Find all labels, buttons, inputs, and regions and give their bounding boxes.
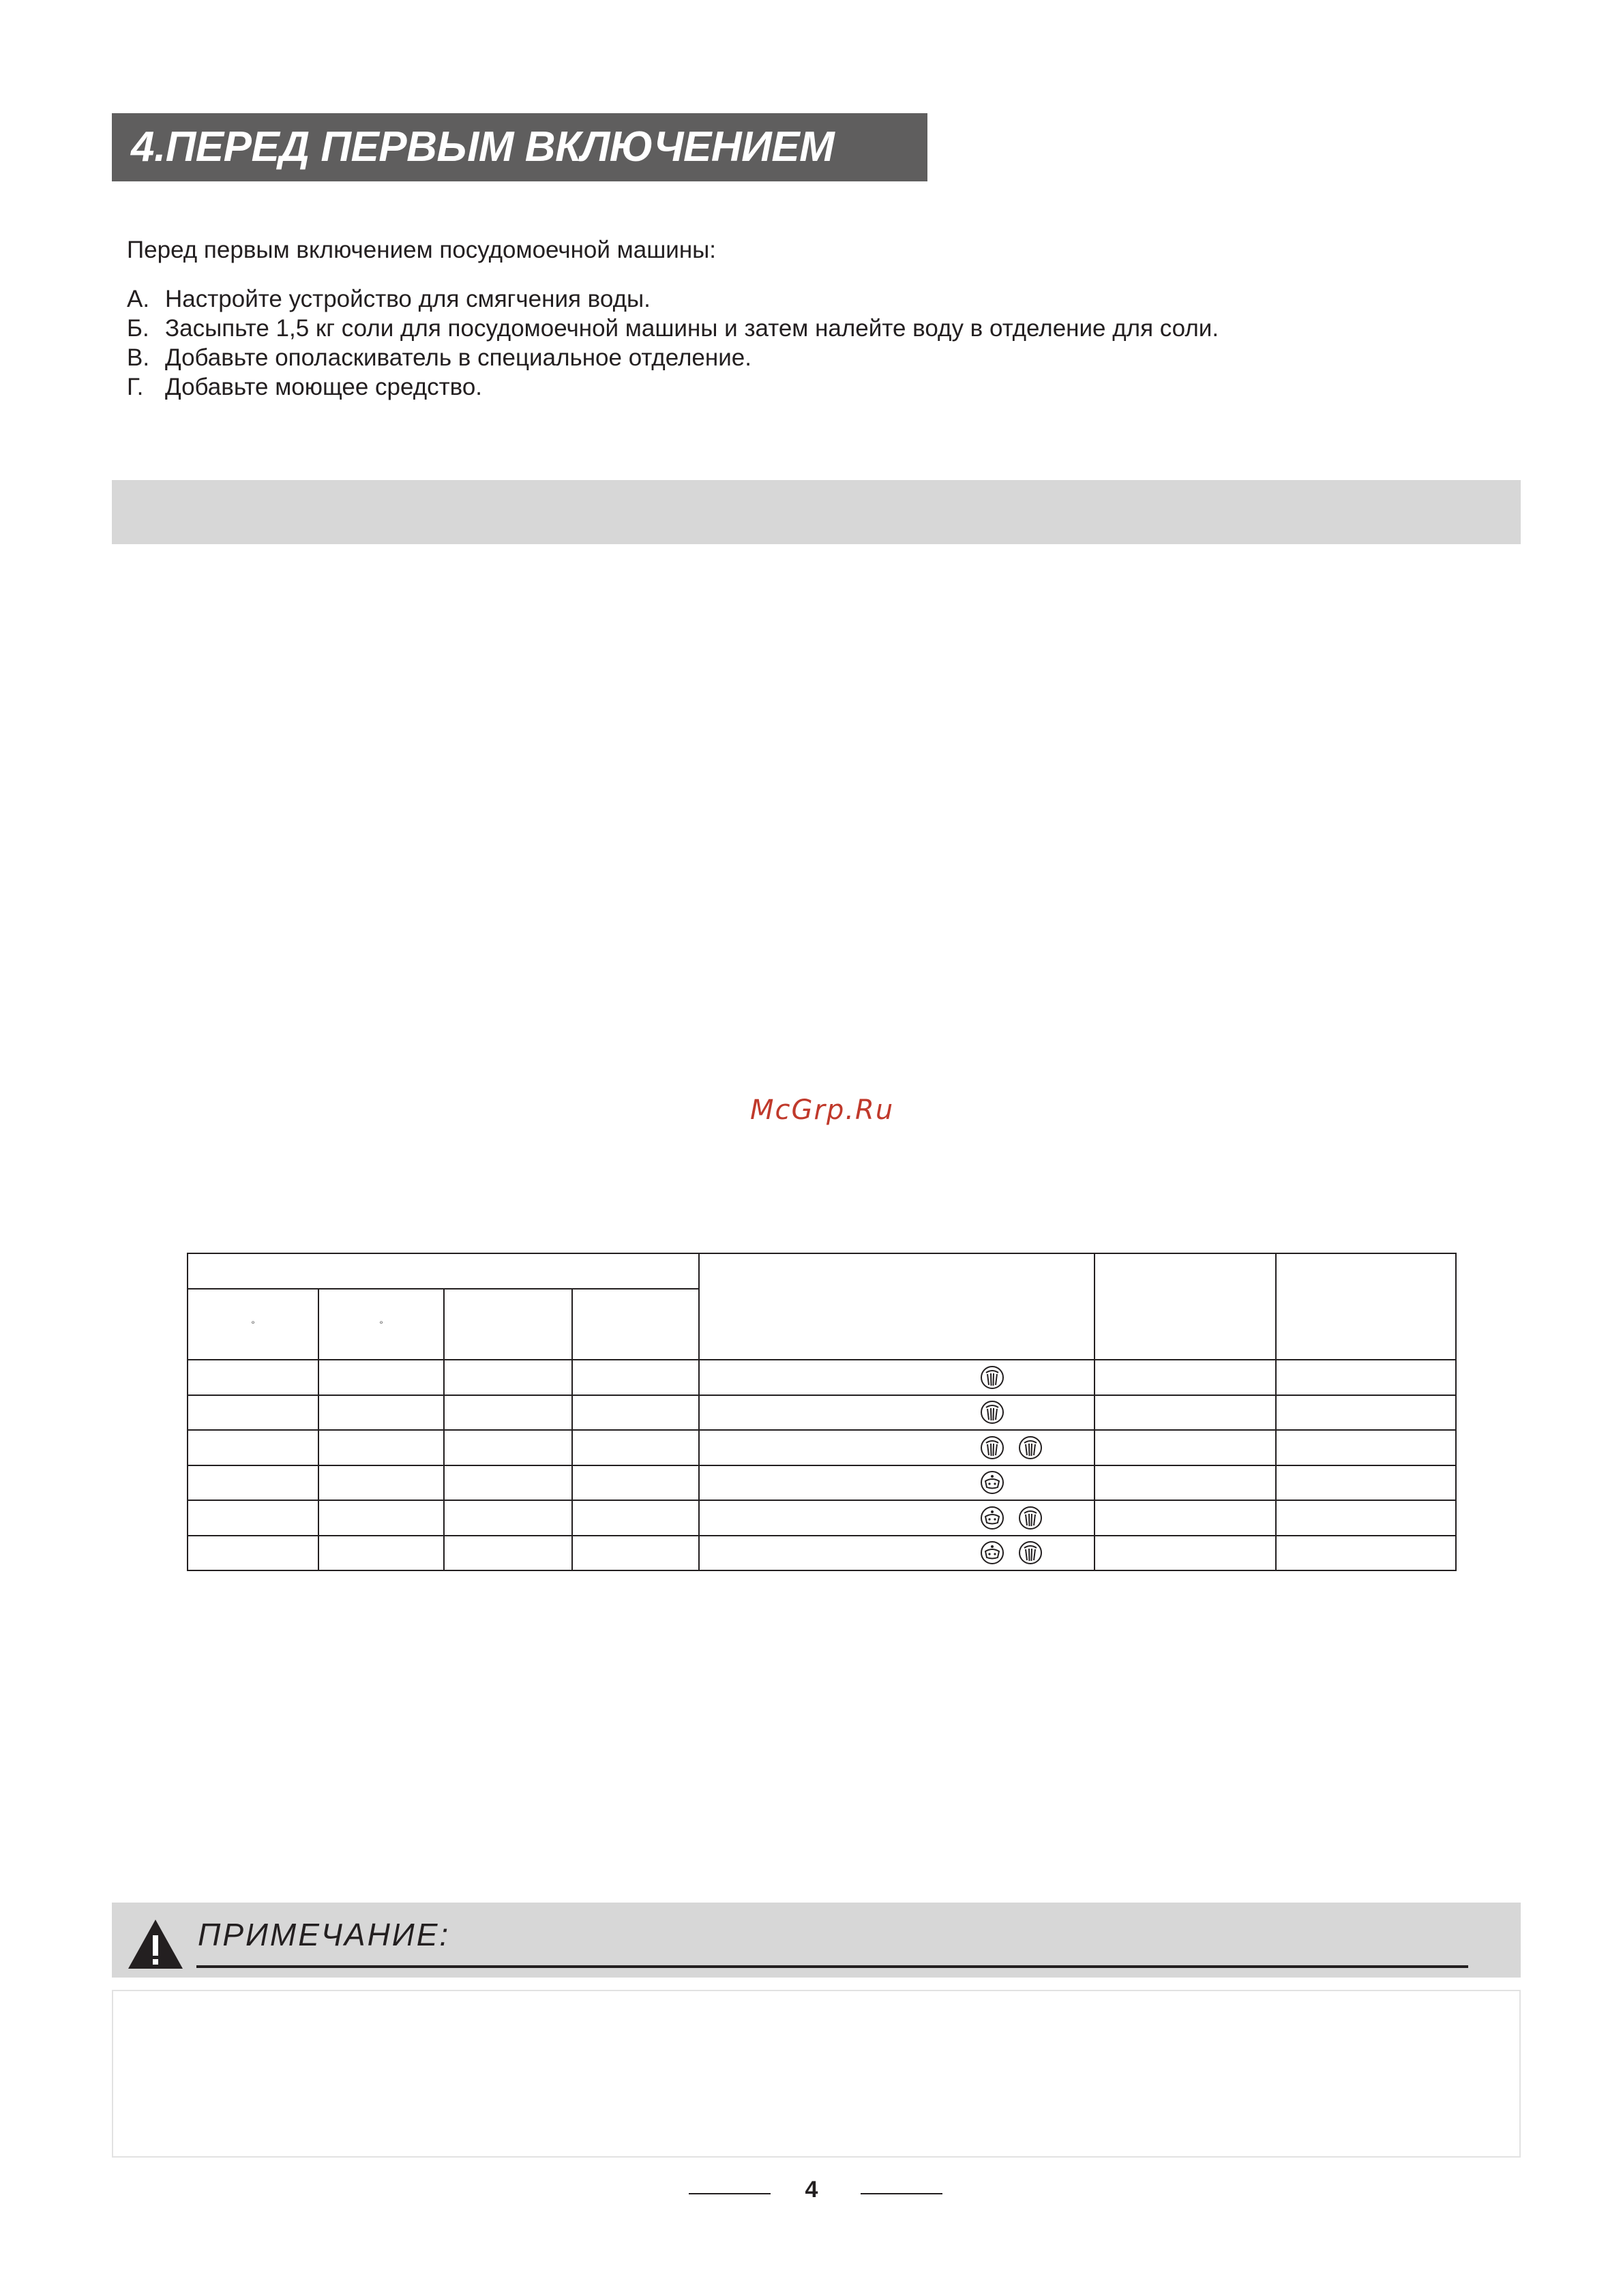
table-cell (444, 1430, 572, 1465)
note-title: ПРИМЕЧАНИЕ: (198, 1917, 451, 1952)
list-item (127, 314, 1219, 343)
table-cell (444, 1500, 572, 1536)
step-marker: Б. (127, 315, 149, 342)
header-cell-indicator (699, 1253, 1095, 1360)
step-text: Добавьте ополаскиватель в специальное отделение. (165, 344, 751, 371)
indicator-cell (699, 1395, 1095, 1431)
table-cell (188, 1395, 318, 1431)
table-cell (572, 1395, 699, 1431)
salt-indicator-icon (979, 1435, 1005, 1461)
table-cell (188, 1500, 318, 1536)
wash-indicator-icon (979, 1540, 1005, 1566)
indicator-icons (979, 1365, 1017, 1390)
table-cell (444, 1536, 572, 1571)
table-cell (1276, 1536, 1456, 1571)
warning-icon (126, 1918, 185, 1971)
table-cell (318, 1360, 444, 1395)
table-cell (188, 1430, 318, 1465)
step-text: Добавьте моющее средство. (165, 374, 483, 400)
list-item (127, 284, 1219, 314)
step-text: Засыпьте 1,5 кг соли для посудомоечной машины и затем налейте воду в отделение для соли. (165, 315, 1219, 342)
table-cell (1095, 1430, 1276, 1465)
wash-indicator-icon (979, 1505, 1005, 1531)
salt-indicator-icon (979, 1399, 1005, 1425)
table-cell (572, 1500, 699, 1536)
table-cell (188, 1360, 318, 1395)
indicator-cell (699, 1465, 1095, 1501)
table-row (188, 1395, 1456, 1431)
note-underline (196, 1965, 1468, 1968)
page-number-rule-right (861, 2193, 942, 2194)
indicator-cell (699, 1536, 1095, 1571)
salt-indicator-icon (1017, 1540, 1043, 1566)
intro-text: Перед первым включением посудомоечной машины: (127, 237, 717, 263)
table-cell (444, 1465, 572, 1501)
header-cell-setting (1095, 1253, 1276, 1360)
table-cell (1276, 1395, 1456, 1431)
table-header-row (188, 1253, 1456, 1289)
page-number: 4 (805, 2177, 818, 2203)
table-cell (1276, 1465, 1456, 1501)
step-text: Настройте устройство для смягчения воды. (165, 286, 651, 312)
salt-indicator-icon (1017, 1505, 1043, 1531)
header-cell (444, 1289, 572, 1360)
table-row (188, 1430, 1456, 1465)
table-row (188, 1500, 1456, 1536)
indicator-icons (979, 1505, 1056, 1531)
table-cell (1095, 1395, 1276, 1431)
header-cell-consumption (1276, 1253, 1456, 1360)
header-cell-degree (318, 1289, 444, 1360)
table-cell (1095, 1500, 1276, 1536)
table-cell (572, 1536, 699, 1571)
header-cell-degree (188, 1289, 318, 1360)
step-marker: Г. (127, 374, 144, 400)
indicator-cell (699, 1430, 1095, 1465)
table-row (188, 1465, 1456, 1501)
indicator-icons (979, 1435, 1056, 1461)
table-cell (318, 1430, 444, 1465)
indicator-cell (699, 1360, 1095, 1395)
indicator-cell (699, 1500, 1095, 1536)
table-cell (444, 1395, 572, 1431)
salt-indicator-icon (1017, 1435, 1043, 1461)
table-cell (572, 1360, 699, 1395)
salt-indicator-icon (979, 1365, 1005, 1390)
table-cell (1276, 1360, 1456, 1395)
step-marker: В. (127, 344, 150, 371)
indicator-icons (979, 1540, 1056, 1566)
wash-indicator-icon (979, 1470, 1005, 1495)
table-cell (188, 1536, 318, 1571)
degree-mark: ° (379, 1319, 383, 1330)
table-cell (1276, 1500, 1456, 1536)
table-cell (444, 1360, 572, 1395)
section-title: 4.ПЕРЕД ПЕРВЫМ ВКЛЮЧЕНИЕМ (112, 113, 927, 181)
table-row (188, 1360, 1456, 1395)
list-item (127, 343, 1219, 372)
table-cell (318, 1536, 444, 1571)
list-item (127, 372, 1219, 402)
indicator-icons (979, 1470, 1017, 1495)
table-row (188, 1536, 1456, 1571)
header-cell (572, 1289, 699, 1360)
header-cell-hardness (188, 1253, 699, 1289)
water-hardness-table (187, 1253, 1457, 1571)
step-marker: А. (127, 286, 150, 312)
table-cell (188, 1465, 318, 1501)
indicator-icons (979, 1399, 1017, 1425)
table-cell (1095, 1465, 1276, 1501)
steps-list (127, 284, 1219, 402)
degree-mark: ° (251, 1319, 255, 1330)
table-cell (318, 1465, 444, 1501)
table-cell (318, 1500, 444, 1536)
page-number-rule-left (689, 2193, 771, 2194)
watermark: McGrp.Ru (750, 1094, 895, 1126)
table-cell (572, 1430, 699, 1465)
table-cell (1095, 1536, 1276, 1571)
note-body (112, 1990, 1521, 2158)
table-cell (318, 1395, 444, 1431)
table-cell (572, 1465, 699, 1501)
table-cell (1276, 1430, 1456, 1465)
table-cell (1095, 1360, 1276, 1395)
section-header-bar (112, 480, 1521, 544)
